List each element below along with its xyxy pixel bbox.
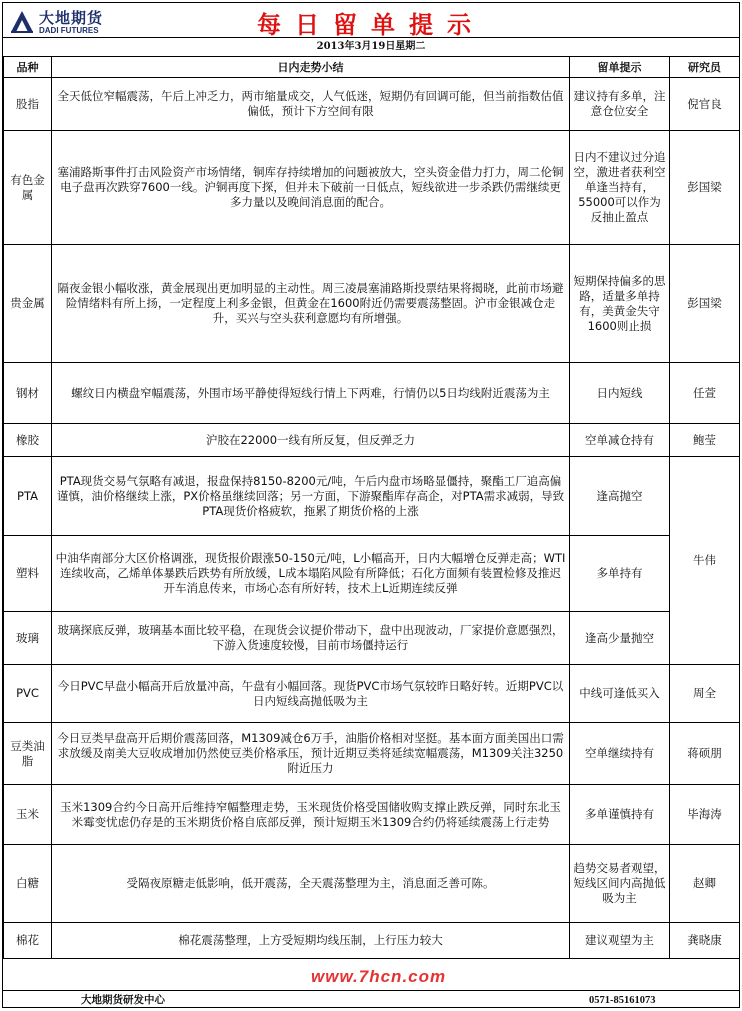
- summary-cell: 棉花震荡整理，上方受短期均线压制，上行压力较大: [52, 923, 570, 959]
- footer-phone: 0571-85161073: [589, 995, 656, 1006]
- variety-cell: PTA: [4, 457, 52, 536]
- researcher-cell: 赵卿: [670, 845, 740, 923]
- tip-cell: 建议持有多单，注意仓位安全: [570, 78, 670, 131]
- summary-cell: 全天低位窄幅震荡，午后上冲乏力，两市缩量成交，人气低迷，短期仍有回调可能，但当前指数估值偏低，预计下方空间有限: [52, 78, 570, 131]
- researcher-cell: 任萱: [670, 363, 740, 424]
- tip-cell: 多单持有: [570, 536, 670, 612]
- logo-cn-text: 大地期货: [39, 9, 104, 27]
- report-date: 2013年3月19日星期二: [3, 37, 739, 56]
- variety-cell: 棉花: [4, 923, 52, 959]
- researcher-cell: 彭国梁: [670, 245, 740, 363]
- table-row: [4, 723, 740, 785]
- researcher-cell: 牛伟: [670, 457, 740, 665]
- summary-cell: 玻璃探底反弹，玻璃基本面比较平稳，在现货会议提价带动下，盘中出现波动，厂家提价意愿强烈，下游入货速度较慢，目前市场僵持运行: [52, 612, 570, 665]
- researcher-cell: 龚晓康: [670, 923, 740, 959]
- researcher-cell: 蒋硕朋: [670, 723, 740, 785]
- tip-cell: 中线可逢低买入: [570, 665, 670, 723]
- page-title: 每日留单提示: [257, 11, 485, 39]
- tip-cell: 日内不建议过分追空，激进者获利空单逢当持有，55000可以作为反抽止盈点: [570, 131, 670, 245]
- col-header-variety: 品种: [4, 57, 52, 78]
- variety-cell: 贵金属: [4, 245, 52, 363]
- variety-cell: 股指: [4, 78, 52, 131]
- summary-cell: 受隔夜原糖走低影响，低开震荡，全天震荡整理为主，消息面乏善可陈。: [52, 845, 570, 923]
- table-row: [4, 363, 740, 424]
- table-row: [4, 612, 740, 665]
- watermark: www.7hcn.com: [311, 967, 447, 986]
- table-row: [4, 665, 740, 723]
- researcher-cell: 倪官良: [670, 78, 740, 131]
- summary-cell: 今日PVC早盘小幅高开后放量冲高，午盘有小幅回落。现货PVC市场气氛较昨日略好转。近期PVC以日内短线高抛低吸为主: [52, 665, 570, 723]
- variety-cell: 塑料: [4, 536, 52, 612]
- summary-cell: PTA现货交易气氛略有减退，报盘保持8150-8200元/吨，午后内盘市场略显僵持，聚酯工厂追高偏谨慎，油价格继续上涨，PX价格虽继续回落；另一方面，下游聚酯库存高企，对PTA需求减弱，导致PTA现货价格疲软，拖累了期货价格的上涨: [52, 457, 570, 536]
- report-sheet: [2, 2, 740, 1008]
- tip-cell: 趋势交易者观望，短线区间内高抛低吸为主: [570, 845, 670, 923]
- tip-cell: 空单减仓持有: [570, 424, 670, 457]
- table-row: [4, 845, 740, 923]
- tip-cell: 短期保持偏多的思路，适量多单持有，美黄金失守1600则止损: [570, 245, 670, 363]
- tip-cell: 空单继续持有: [570, 723, 670, 785]
- tip-cell: 建议观望为主: [570, 923, 670, 959]
- logo-en-text: DADI FUTURES: [39, 26, 99, 35]
- tips-table: [3, 56, 740, 959]
- table-row: [4, 785, 740, 845]
- variety-cell: PVC: [4, 665, 52, 723]
- variety-cell: 白糖: [4, 845, 52, 923]
- table-row: [4, 424, 740, 457]
- summary-cell: 塞浦路斯事件打击风险资产市场情绪，铜库存持续增加的问题被放大，空头资金借力打力，周二伦铜电子盘再次跌穿7600一线。沪铜再度下探，但并未下破前一日低点，短线欲进一步杀跌仍需继续更多力量以及晚间消息面的配合。: [52, 131, 570, 245]
- col-header-summary: 日内走势小结: [52, 57, 570, 78]
- footer-org: 大地期货研发中心: [81, 994, 165, 1006]
- col-header-tip: 留单提示: [570, 57, 670, 78]
- tip-cell: 逢高抛空: [570, 457, 670, 536]
- researcher-cell: 周全: [670, 665, 740, 723]
- variety-cell: 橡胶: [4, 424, 52, 457]
- table-row: [4, 536, 740, 612]
- summary-cell: 中油华南部分大区价格调涨，现货报价跟涨50-150元/吨，L小幅高开，日内大幅增仓反弹走高；WTI连续收高，乙烯单体暴跌后跌势有所放缓，L成本塌陷风险有所降低；石化方面频有装置检修及推迟开车消息传来，市场心态有所好转，技术上L近期连续反弹: [52, 536, 570, 612]
- summary-cell: 螺纹日内横盘窄幅震荡，外围市场平静使得短线行情上下两难，行情仍以5日均线附近震荡为主: [52, 363, 570, 424]
- variety-cell: 玻璃: [4, 612, 52, 665]
- tip-cell: 日内短线: [570, 363, 670, 424]
- footer: [3, 990, 739, 1010]
- table-row: [4, 457, 740, 536]
- col-header-researcher: 研究员: [670, 57, 740, 78]
- researcher-cell: 毕海涛: [670, 785, 740, 845]
- summary-cell: 隔夜金银小幅收涨，黄金展现出更加明显的主动性。周三凌晨塞浦路斯投票结果将揭晓，此前市场避险情绪料有所上扬，一定程度上利多金银，但黄金在1600附近仍需要震荡整固。沪市金银减仓走升，买兴与空头获利意愿均有所增强。: [52, 245, 570, 363]
- tip-cell: 逢高少量抛空: [570, 612, 670, 665]
- variety-cell: 玉米: [4, 785, 52, 845]
- researcher-cell: 彭国梁: [670, 131, 740, 245]
- table-row: [4, 245, 740, 363]
- summary-cell: 沪胶在22000一线有所反复，但反弹乏力: [52, 424, 570, 457]
- researcher-cell: 鲍莹: [670, 424, 740, 457]
- table-row: [4, 923, 740, 959]
- variety-cell: 有色金属: [4, 131, 52, 245]
- summary-cell: 玉米1309合约今日高开后维持窄幅整理走势，玉米现货价格受国储收购支撑止跌反弹，同时东北玉米霉变忧虑仍存是的玉米期货价格自底部反弹，预计短期玉米1309合约仍将延续震荡上行走势: [52, 785, 570, 845]
- table-row: [4, 131, 740, 245]
- tip-cell: 多单谨慎持有: [570, 785, 670, 845]
- variety-cell: 钢材: [4, 363, 52, 424]
- table-row: [4, 78, 740, 131]
- variety-cell: 豆类油脂: [4, 723, 52, 785]
- summary-cell: 今日豆类早盘高开后期价震荡回落，M1309减仓6万手，油脂价格相对坚挺。基本面方面美国出口需求放缓及南美大豆收成增加仍然使豆类价格承压，预计近期豆类将延续宽幅震荡，M1309关注3250附近压力: [52, 723, 570, 785]
- header: [3, 3, 739, 39]
- table-header-row: [4, 57, 740, 78]
